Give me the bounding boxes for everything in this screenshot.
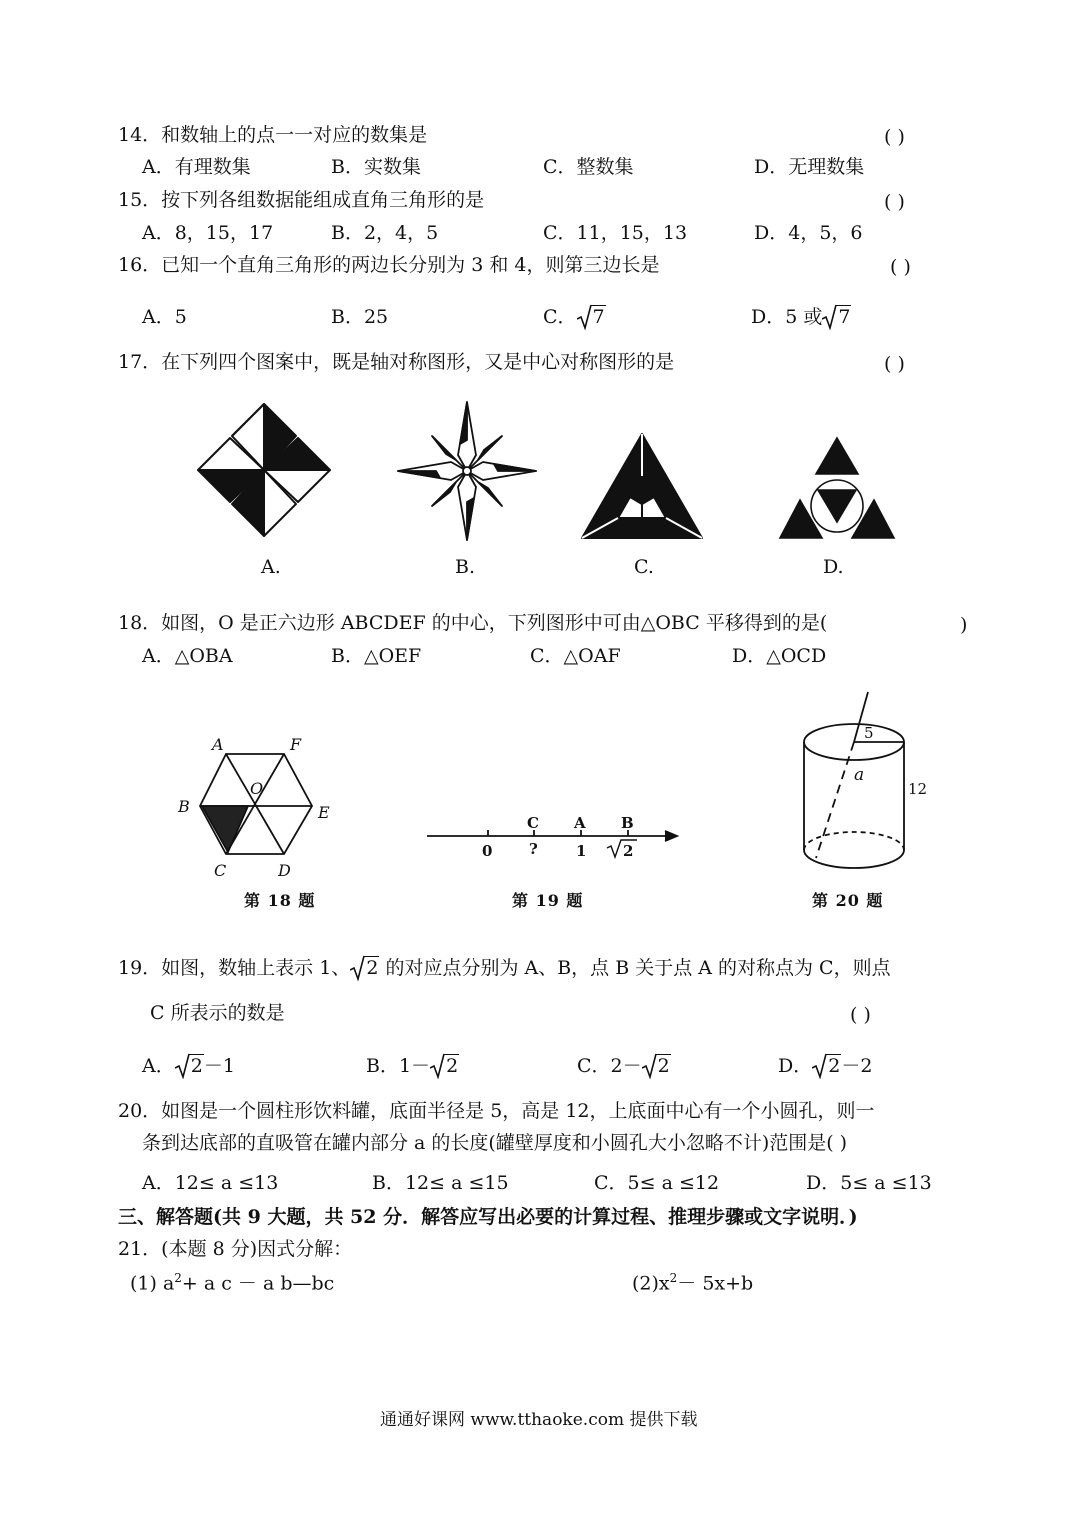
q16-answer-paren: ( ) [890, 256, 911, 278]
q20-option-b: B．12≤ a ≤15 [372, 1172, 509, 1194]
q16-option-d-prefix: D．5 或 [751, 306, 823, 328]
q16-option-b: B．25 [331, 306, 389, 328]
q20-line2: 条到达底部的直吸管在罐内部分 a 的长度(罐壁厚度和小圆孔大小忽略不计)范围是( ) [142, 1132, 848, 1154]
sqrt-symbol [350, 956, 379, 978]
q20-line1: 20．如图是一个圆柱形饮料罐，底面半径是 5，高是 12，上底面中心有一个小圆孔，则一 [118, 1100, 875, 1122]
line-label-zero: 0 [482, 842, 493, 860]
q19-stem-line2: C 所表示的数是 [150, 1002, 285, 1024]
q16-option-c [543, 305, 606, 327]
q14-option-d: D．无理数集 [754, 156, 865, 178]
sqrt-symbol [642, 1054, 671, 1076]
q15-answer-paren: ( ) [884, 191, 905, 213]
fig20-caption: 第 20 题 [812, 891, 884, 910]
sqrt-symbol [812, 1054, 841, 1076]
q19-option-a [142, 1054, 235, 1076]
line-label-b: B [621, 814, 634, 832]
line-label-root: 2 [623, 842, 634, 860]
q19-option-b [366, 1054, 459, 1076]
q21-part2-rest: － 5x+b [677, 1272, 754, 1295]
hex-label-a: A [212, 735, 224, 754]
q17-label-c: C. [634, 556, 654, 578]
q19-stem-radicand: 2 [366, 957, 379, 979]
pinwheel-figure [196, 402, 332, 538]
q18-option-a: A．△OBA [142, 645, 233, 667]
q19-stem-pre: 19．如图，数轴上表示 1、 [118, 957, 351, 979]
cyl-label-a: a [854, 765, 865, 785]
q21-part1-prefix: (1) a [130, 1272, 175, 1295]
q18-answer-paren: ) [960, 614, 968, 636]
q15-option-a: A．8，15，17 [142, 222, 274, 244]
q19-option-a-radicand: 2 [190, 1055, 203, 1077]
q20-option-a: A．12≤ a ≤13 [142, 1172, 279, 1194]
q21-part2-sup: 2 [669, 1271, 678, 1285]
q19-option-d-radicand: 2 [828, 1055, 841, 1077]
q19-answer-paren: ( ) [850, 1004, 871, 1026]
q16-option-c-radicand: 7 [592, 306, 605, 328]
q20-option-c: C．5≤ a ≤12 [594, 1172, 720, 1194]
hex-label-b: B [178, 797, 190, 816]
q14-stem: 14．和数轴上的点一一对应的数集是 [118, 124, 428, 146]
fig18-caption: 第 18 题 [244, 891, 316, 910]
cylinder-figure [796, 690, 946, 880]
cyl-label-r: 5 [864, 724, 874, 742]
q19-option-d-post: －2 [841, 1055, 873, 1077]
q15-option-b: B．2，4，5 [331, 222, 439, 244]
q16-option-d [751, 305, 851, 327]
q19-option-c-radicand: 2 [657, 1055, 670, 1077]
sqrt-symbol [430, 1054, 459, 1076]
sqrt-symbol [822, 305, 851, 327]
q19-option-d-prefix: D． [778, 1055, 813, 1077]
q14-answer-paren: ( ) [884, 126, 905, 148]
hexagon-figure [170, 732, 340, 882]
hex-label-f: F [290, 735, 302, 754]
q21-stem: 21．(本题 8 分)因式分解： [118, 1238, 353, 1260]
q18-option-d: D．△OCD [732, 645, 827, 667]
sqrt-symbol [577, 305, 606, 327]
hex-label-o: O [250, 779, 264, 798]
fig19-caption: 第 19 题 [512, 891, 584, 910]
line-label-a: A [574, 814, 586, 832]
q19-option-c [577, 1054, 671, 1076]
q16-option-d-radicand: 7 [838, 306, 851, 328]
q15-option-d: D．4，5，6 [754, 222, 863, 244]
q21-part2 [632, 1272, 753, 1293]
hex-label-d: D [278, 861, 291, 880]
q14-option-a: A．有理数集 [142, 156, 251, 178]
number-line-figure [425, 808, 685, 864]
q21-part2-prefix: (2)x [632, 1272, 670, 1295]
line-label-question: ? [529, 840, 538, 858]
q19-option-b-prefix: B．1－ [366, 1055, 431, 1077]
q14-option-c: C．整数集 [543, 156, 634, 178]
section3-title: 三、解答题(共 9 大题，共 52 分．解答应写出必要的计算过程、推理步骤或文字说明．) [118, 1206, 858, 1228]
q16-stem: 16．已知一个直角三角形的两边长分别为 3 和 4，则第三边长是 [118, 254, 660, 276]
q21-part1-rest: + a c － a b—bc [181, 1272, 335, 1295]
line-label-one: 1 [576, 842, 587, 860]
q21-part1-sup: 2 [174, 1271, 182, 1285]
q19-option-b-radicand: 2 [446, 1055, 459, 1077]
q18-stem: 18．如图，O 是正六边形 ABCDEF 的中心，下列图形中可由△OBC 平移得到的是( [118, 612, 828, 634]
q17-label-b: B. [455, 556, 476, 578]
q17-stem: 17．在下列四个图案中，既是轴对称图形，又是中心对称图形的是 [118, 351, 675, 373]
cyl-label-h: 12 [908, 780, 928, 798]
q20-option-d: D．5≤ a ≤13 [806, 1172, 932, 1194]
sqrt-symbol [175, 1054, 204, 1076]
trefoil-figure [778, 436, 896, 540]
hex-label-c: C [214, 861, 227, 880]
q17-label-d: D. [823, 556, 844, 578]
q21-part1 [130, 1272, 334, 1293]
line-label-c: C [527, 814, 539, 832]
q16-option-c-prefix: C． [543, 306, 577, 328]
q16-option-a: A．5 [142, 306, 187, 328]
q19-stem [118, 956, 891, 978]
q19-stem-post: 的对应点分别为 A、B，点 B 关于点 A 的对称点为 C，则点 [379, 957, 891, 979]
q17-answer-paren: ( ) [884, 353, 905, 375]
q18-option-c: C．△OAF [530, 645, 621, 667]
q19-option-a-post: －1 [203, 1055, 235, 1077]
page-footer: 通通好课网 www.tthaoke.com 提供下载 [380, 1410, 698, 1430]
q15-stem: 15．按下列各组数据能组成直角三角形的是 [118, 189, 485, 211]
q19-option-c-prefix: C．2－ [577, 1055, 642, 1077]
q15-option-c: C．11，15，13 [543, 222, 688, 244]
q19-option-a-prefix: A． [142, 1055, 175, 1077]
q19-option-d [778, 1054, 872, 1076]
q14-option-b: B．实数集 [331, 156, 421, 178]
star-figure [396, 400, 538, 542]
triangle-figure [580, 432, 704, 540]
q17-label-a: A. [261, 556, 281, 578]
hex-label-e: E [318, 803, 330, 822]
q18-option-b: B．△OEF [331, 645, 422, 667]
